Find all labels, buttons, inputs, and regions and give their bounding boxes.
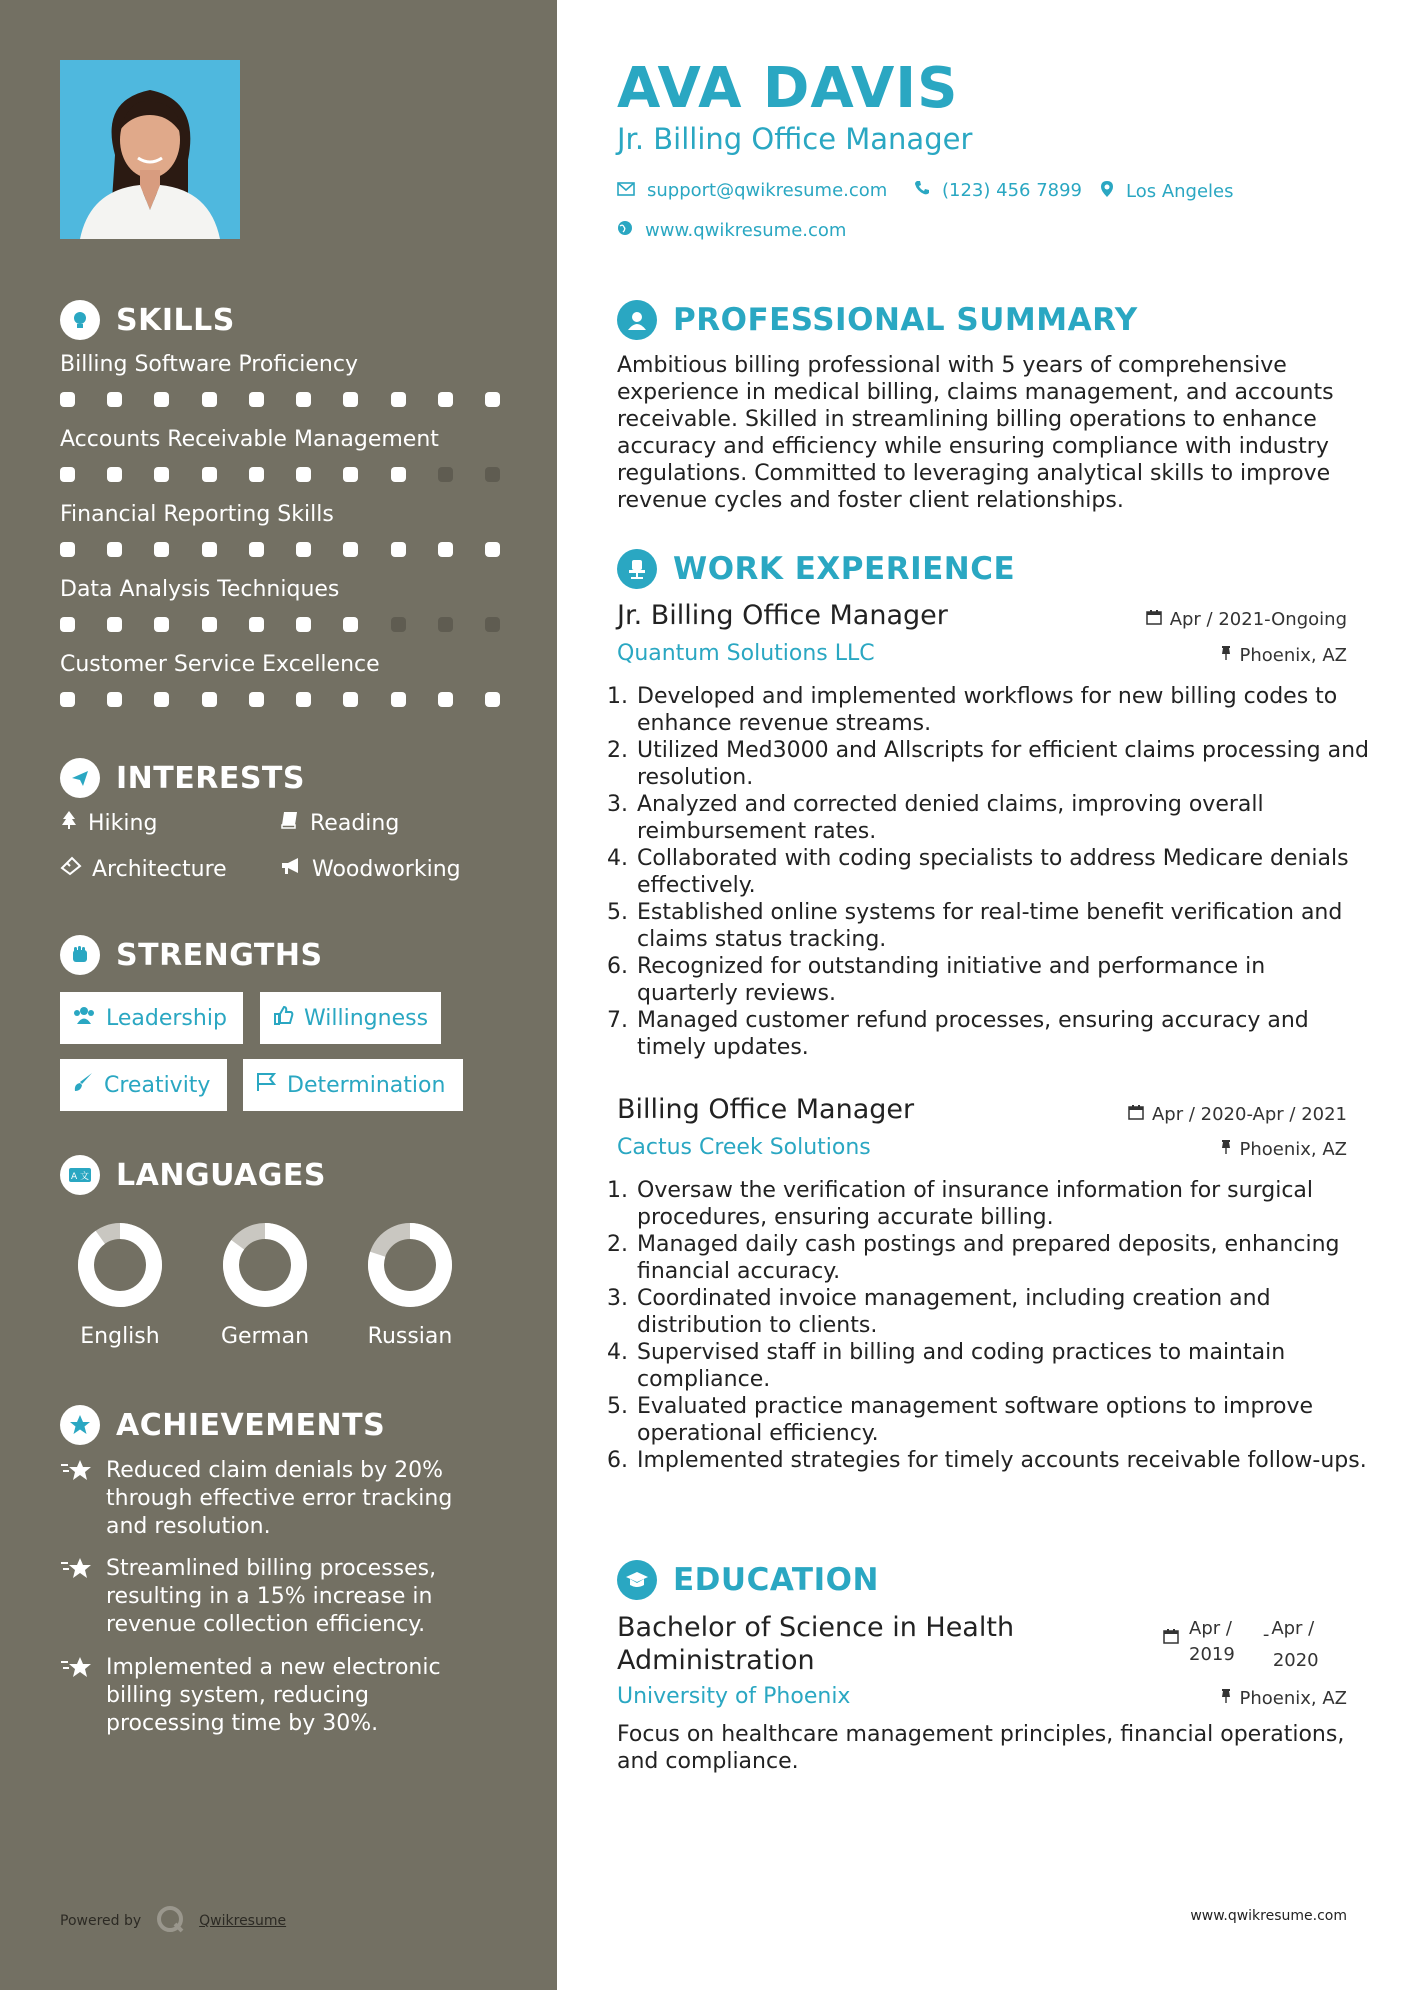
rating-dot xyxy=(391,467,406,482)
rating-dot xyxy=(391,617,406,632)
rating-dot xyxy=(202,392,217,407)
sidebar xyxy=(0,0,557,1990)
company-name: Cactus Creek Solutions xyxy=(617,1135,871,1160)
rating-dot xyxy=(343,542,358,557)
ring-fill xyxy=(86,1231,154,1299)
calendar-icon xyxy=(1163,1628,1179,1674)
experience-heading: WORK EXPERIENCE xyxy=(617,549,1015,589)
skill-name: Billing Software Proficiency xyxy=(60,352,358,377)
star-badge-icon xyxy=(60,1405,100,1445)
education-location: Phoenix, AZ xyxy=(1220,1688,1348,1709)
rating-dot xyxy=(485,542,500,557)
rating-dot xyxy=(391,392,406,407)
strength-chip: Leadership xyxy=(60,992,243,1044)
ruler-icon xyxy=(60,856,82,882)
rating-dot xyxy=(249,542,264,557)
interest-item: Architecture xyxy=(60,856,227,882)
contact-phone[interactable]: (123) 456 7899 xyxy=(914,180,1082,201)
phone-icon xyxy=(914,180,930,201)
translate-icon xyxy=(60,1155,100,1195)
skill-name: Accounts Receivable Management xyxy=(60,427,439,452)
summary-text: Ambitious billing professional with 5 years of comprehensive experience in medical billing, claims management, and accounts receivable. Skilled in streamlining billing operations to enhance accuracy and efficiency while ensuring compliance with industry regulations. Committed to leveraging analytical skills to improve revenue cycles and foster client relationships. xyxy=(617,353,1334,513)
rating-dot xyxy=(249,392,264,407)
rating-dot xyxy=(296,542,311,557)
calendar-icon xyxy=(1146,609,1162,630)
interest-item: Reading xyxy=(280,810,399,836)
duty-item: 6. Recognized for outstanding initiative and performance in quarterly reviews. xyxy=(635,953,1370,1007)
duties-list xyxy=(617,683,1370,1061)
achievements-heading: ACHIEVEMENTS xyxy=(60,1405,385,1445)
skill-name: Customer Service Excellence xyxy=(60,652,380,677)
rating-dot xyxy=(154,692,169,707)
book-icon xyxy=(280,810,300,836)
duty-item: 2. Managed daily cash postings and prepared deposits, enhancing financial accuracy. xyxy=(635,1231,1370,1285)
rating-dot xyxy=(202,542,217,557)
education-dates: Apr / 2019 - Apr / 2020 xyxy=(1163,1616,1319,1674)
rating-dot xyxy=(249,692,264,707)
language-ring xyxy=(365,1220,455,1310)
interest-item: Woodworking xyxy=(280,856,461,882)
rating-dot xyxy=(485,392,500,407)
school-name: University of Phoenix xyxy=(617,1684,851,1709)
summary-heading: PROFESSIONAL SUMMARY xyxy=(617,300,1138,340)
rating-dot xyxy=(438,617,453,632)
qwikresume-link[interactable]: Qwikresume xyxy=(199,1913,287,1929)
rating-dot xyxy=(202,692,217,707)
pushpin-icon xyxy=(1220,645,1232,666)
job-location: Phoenix, AZ xyxy=(1220,1139,1348,1160)
company-name: Quantum Solutions LLC xyxy=(617,641,875,666)
flag-icon xyxy=(255,1071,277,1099)
svg-text:A 文: A 文 xyxy=(70,1172,90,1182)
job-location: Phoenix, AZ xyxy=(1220,645,1348,666)
rating-dot xyxy=(107,617,122,632)
skill-rating xyxy=(60,392,500,407)
interest-item: Hiking xyxy=(60,810,157,836)
achievement-item: Reduced claim denials by 20% through effective error tracking and resolution. xyxy=(60,1457,480,1541)
interests-heading: INTERESTS xyxy=(60,758,305,798)
rating-dot xyxy=(485,467,500,482)
skill-rating xyxy=(60,467,500,482)
rating-dot xyxy=(249,617,264,632)
degree-title: Bachelor of Science in Health Administration xyxy=(617,1612,1015,1676)
job-title: Jr. Billing Office Manager xyxy=(617,600,948,631)
skill-rating xyxy=(60,692,500,707)
skills-heading: SKILLS xyxy=(60,300,235,340)
rating-dot xyxy=(438,392,453,407)
language-item: Russian xyxy=(355,1220,465,1349)
duty-item: 4. Collaborated with coding specialists to address Medicare denials effectively. xyxy=(635,845,1370,899)
map-marker-icon xyxy=(1100,180,1114,203)
rating-dot xyxy=(107,467,122,482)
duty-item: 5. Established online systems for real-time benefit verification and claims status tracking. xyxy=(635,899,1370,953)
rating-dot xyxy=(296,617,311,632)
duty-item: 3. Analyzed and corrected denied claims, improving overall reimbursement rates. xyxy=(635,791,1370,845)
contact-website[interactable]: www.qwikresume.com xyxy=(617,220,846,241)
duty-item: 7. Managed customer refund processes, ensuring accuracy and timely updates. xyxy=(635,1007,1370,1061)
rating-dot xyxy=(107,392,122,407)
calendar-icon xyxy=(1128,1104,1144,1125)
pushpin-icon xyxy=(1220,1688,1232,1709)
rating-dot xyxy=(296,692,311,707)
duty-item: 1. Oversaw the verification of insurance information for surgical procedures, ensuring accurate billing. xyxy=(635,1177,1370,1231)
strengths-heading: STRENGTHS xyxy=(60,935,323,975)
skill-rating xyxy=(60,617,500,632)
rating-dot xyxy=(60,542,75,557)
rating-dot xyxy=(107,692,122,707)
rating-dot xyxy=(60,692,75,707)
paper-plane-icon xyxy=(60,758,100,798)
skill-rating xyxy=(60,542,500,557)
duty-item: 6. Implemented strategies for timely accounts receivable follow-ups. xyxy=(635,1447,1370,1474)
skill-name: Financial Reporting Skills xyxy=(60,502,334,527)
skill-name: Data Analysis Techniques xyxy=(60,577,340,602)
rating-dot xyxy=(249,467,264,482)
duties-list xyxy=(617,1177,1370,1474)
duty-item: 5. Evaluated practice management software options to improve operational efficiency. xyxy=(635,1393,1370,1447)
rating-dot xyxy=(343,392,358,407)
strength-chip: Determination xyxy=(243,1059,463,1111)
duty-item: 3. Coordinated invoice management, including creation and distribution to clients. xyxy=(635,1285,1370,1339)
job-dates: Apr / 2021-Ongoing xyxy=(1146,609,1347,630)
users-icon xyxy=(72,1005,96,1031)
qwikresume-logo-icon xyxy=(155,1904,185,1938)
contact-location: Los Angeles xyxy=(1100,180,1234,203)
rating-dot xyxy=(485,617,500,632)
chair-icon xyxy=(617,549,657,589)
candidate-name: AVA DAVIS xyxy=(617,56,959,121)
language-ring xyxy=(75,1220,165,1310)
user-icon xyxy=(617,300,657,340)
rating-dot xyxy=(343,467,358,482)
rating-dot xyxy=(438,692,453,707)
languages-heading: A 文 LANGUAGES xyxy=(60,1155,326,1195)
language-item: German xyxy=(210,1220,320,1349)
footer-url[interactable]: www.qwikresume.com xyxy=(1190,1908,1347,1924)
rating-dot xyxy=(391,692,406,707)
envelope-icon xyxy=(617,180,635,201)
rating-dot xyxy=(438,542,453,557)
duty-item: 1. Developed and implemented workflows for new billing codes to enhance revenue streams. xyxy=(635,683,1370,737)
duty-item: 2. Utilized Med3000 and Allscripts for efficient claims processing and resolution. xyxy=(635,737,1370,791)
achievement-item: Streamlined billing processes, resulting in a 15% increase in revenue collection efficiency. xyxy=(60,1555,480,1639)
rating-dot xyxy=(60,467,75,482)
education-heading: EDUCATION xyxy=(617,1560,879,1600)
thumbs-up-icon xyxy=(272,1004,294,1032)
graduation-cap-icon xyxy=(617,1560,657,1600)
rating-dot xyxy=(202,617,217,632)
job-dates: Apr / 2020-Apr / 2021 xyxy=(1128,1104,1347,1125)
rating-dot xyxy=(154,542,169,557)
powered-by: Powered by Qwikresume xyxy=(60,1904,286,1938)
rating-dot xyxy=(154,617,169,632)
profile-photo xyxy=(60,60,240,239)
globe-icon xyxy=(617,220,633,241)
rating-dot xyxy=(343,692,358,707)
rating-dot xyxy=(60,392,75,407)
rating-dot xyxy=(154,392,169,407)
tree-icon xyxy=(60,810,78,836)
shooting-star-icon xyxy=(60,1457,94,1541)
lightbulb-icon xyxy=(60,300,100,340)
job-headline: Jr. Billing Office Manager xyxy=(617,122,973,156)
rating-dot xyxy=(296,392,311,407)
rating-dot xyxy=(391,542,406,557)
rating-dot xyxy=(438,467,453,482)
achievement-item: Implemented a new electronic billing system, reducing processing time by 30%. xyxy=(60,1654,480,1738)
shooting-star-icon xyxy=(60,1555,94,1639)
duty-item: 4. Supervised staff in billing and coding practices to maintain compliance. xyxy=(635,1339,1370,1393)
strength-chip: Willingness xyxy=(260,992,441,1044)
rating-dot xyxy=(296,467,311,482)
contact-email[interactable]: support@qwikresume.com xyxy=(617,180,887,201)
rating-dot xyxy=(154,467,169,482)
pushpin-icon xyxy=(1220,1139,1232,1160)
rating-dot xyxy=(343,617,358,632)
rating-dot xyxy=(485,692,500,707)
shooting-star-icon xyxy=(60,1654,94,1738)
fist-icon xyxy=(60,935,100,975)
language-ring xyxy=(220,1220,310,1310)
strength-chip: Creativity xyxy=(60,1059,227,1111)
education-description: Focus on healthcare management principles, financial operations, and compliance. xyxy=(617,1722,1345,1774)
rating-dot xyxy=(202,467,217,482)
bullhorn-icon xyxy=(280,856,302,882)
rating-dot xyxy=(60,617,75,632)
language-item: English xyxy=(65,1220,175,1349)
brush-icon xyxy=(72,1071,94,1099)
rating-dot xyxy=(107,542,122,557)
job-title: Billing Office Manager xyxy=(617,1094,915,1125)
